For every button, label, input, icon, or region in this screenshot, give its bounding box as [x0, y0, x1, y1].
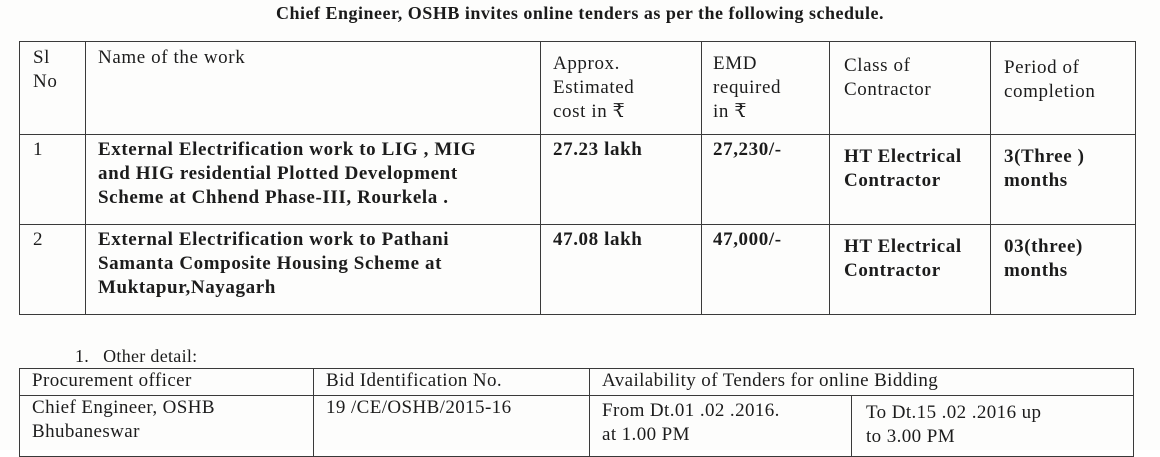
row-class-line1: HT Electrical: [844, 146, 962, 167]
header-name-label: Name of the work: [98, 47, 246, 68]
header-estimated-cost: [541, 42, 702, 135]
row-emd: [702, 135, 830, 225]
header-emd-required: [702, 42, 830, 135]
row-cost-value: 47.08 lakh: [553, 229, 643, 250]
header-availability: [590, 369, 1134, 396]
header-class-of-contractor: [830, 42, 991, 135]
row-estimated-cost: [541, 225, 702, 315]
row-period-line1: 3(Three ): [1004, 146, 1085, 167]
other-detail-number: 1.: [75, 346, 90, 366]
header-sl-no: [20, 42, 86, 135]
row-sl-no: [20, 225, 86, 315]
other-detail-table: [19, 368, 1134, 457]
header-availability-label: Availability of Tenders for online Bidding: [602, 370, 939, 391]
row-class-line2: Contractor: [844, 260, 941, 281]
header-emd-line3: in ₹: [713, 101, 748, 122]
header-procurement-officer: [20, 369, 314, 396]
row-from-line1: From Dt.01 .02 .2016.: [602, 400, 780, 421]
table-row: [20, 135, 1136, 225]
row-class-line1: HT Electrical: [844, 236, 962, 257]
header-bid-identification: [314, 369, 590, 396]
row-officer-line1: Chief Engineer, OSHB: [32, 397, 215, 418]
row-class-line2: Contractor: [844, 170, 941, 191]
header-officer-label: Procurement officer: [32, 370, 192, 391]
row-sl-value: 1: [33, 139, 44, 160]
table-row: [20, 396, 1134, 457]
header-emd-line1: EMD: [713, 53, 758, 74]
header-class-line2: Contractor: [844, 79, 932, 100]
row-to-line1: To Dt.15 .02 .2016 up: [866, 402, 1042, 423]
schedule-header-row: [20, 42, 1136, 135]
row-name-line2: Samanta Composite Housing Scheme at: [98, 253, 443, 274]
row-cost-value: 27.23 lakh: [553, 139, 643, 160]
row-name-line3: Muktapur,Nayagarh: [98, 277, 276, 298]
row-name-line3: Scheme at Chhend Phase-III, Rourkela .: [98, 187, 449, 208]
row-class-of-contractor: [830, 225, 991, 315]
header-class-line1: Class of: [844, 55, 911, 76]
other-detail-heading: [75, 345, 197, 367]
row-procurement-officer: [20, 396, 314, 457]
header-cost-line1: Approx.: [553, 53, 620, 74]
header-period-of-completion: [991, 42, 1136, 135]
row-name-line1: External Electrification work to LIG , MIG: [98, 139, 477, 160]
other-detail-title: Other detail:: [103, 346, 198, 366]
row-name-of-work: [86, 135, 541, 225]
row-from-line2: at 1.00 PM: [602, 424, 690, 445]
row-name-line1: External Electrification work to Pathani: [98, 229, 450, 250]
row-availability-from: [590, 396, 852, 457]
header-period-line1: Period of: [1004, 57, 1080, 78]
row-period-of-completion: [991, 225, 1136, 315]
row-bid-identification: [314, 396, 590, 457]
header-bid-label: Bid Identification No.: [326, 370, 503, 391]
header-cost-line2: Estimated: [553, 77, 635, 98]
row-period-line2: months: [1004, 260, 1068, 281]
header-sl-line2: No: [33, 71, 58, 92]
row-class-of-contractor: [830, 135, 991, 225]
row-emd: [702, 225, 830, 315]
row-availability-to: [852, 396, 1134, 457]
row-emd-value: 27,230/-: [713, 139, 782, 160]
header-cost-line3: cost in ₹: [553, 101, 626, 122]
row-estimated-cost: [541, 135, 702, 225]
row-name-of-work: [86, 225, 541, 315]
row-sl-no: [20, 135, 86, 225]
header-emd-line2: required: [713, 77, 782, 98]
row-bid-value: 19 /CE/OSHB/2015-16: [326, 397, 512, 418]
row-period-line2: months: [1004, 170, 1068, 191]
row-to-line2: to 3.00 PM: [866, 426, 955, 447]
notice-heading: Chief Engineer, OSHB invites online tenders as per the following schedule.: [275, 3, 885, 23]
row-period-of-completion: [991, 135, 1136, 225]
row-period-line1: 03(three): [1004, 236, 1083, 257]
detail-header-row: [20, 369, 1134, 396]
header-sl-line1: Sl: [33, 47, 51, 68]
row-emd-value: 47,000/-: [713, 229, 782, 250]
header-period-line2: completion: [1004, 81, 1096, 102]
row-sl-value: 2: [33, 229, 44, 250]
table-row: [20, 225, 1136, 315]
tender-schedule-table: [19, 41, 1136, 315]
row-officer-line2: Bhubaneswar: [32, 421, 140, 442]
header-name-of-work: [86, 42, 541, 135]
row-name-line2: and HIG residential Plotted Development: [98, 163, 458, 184]
